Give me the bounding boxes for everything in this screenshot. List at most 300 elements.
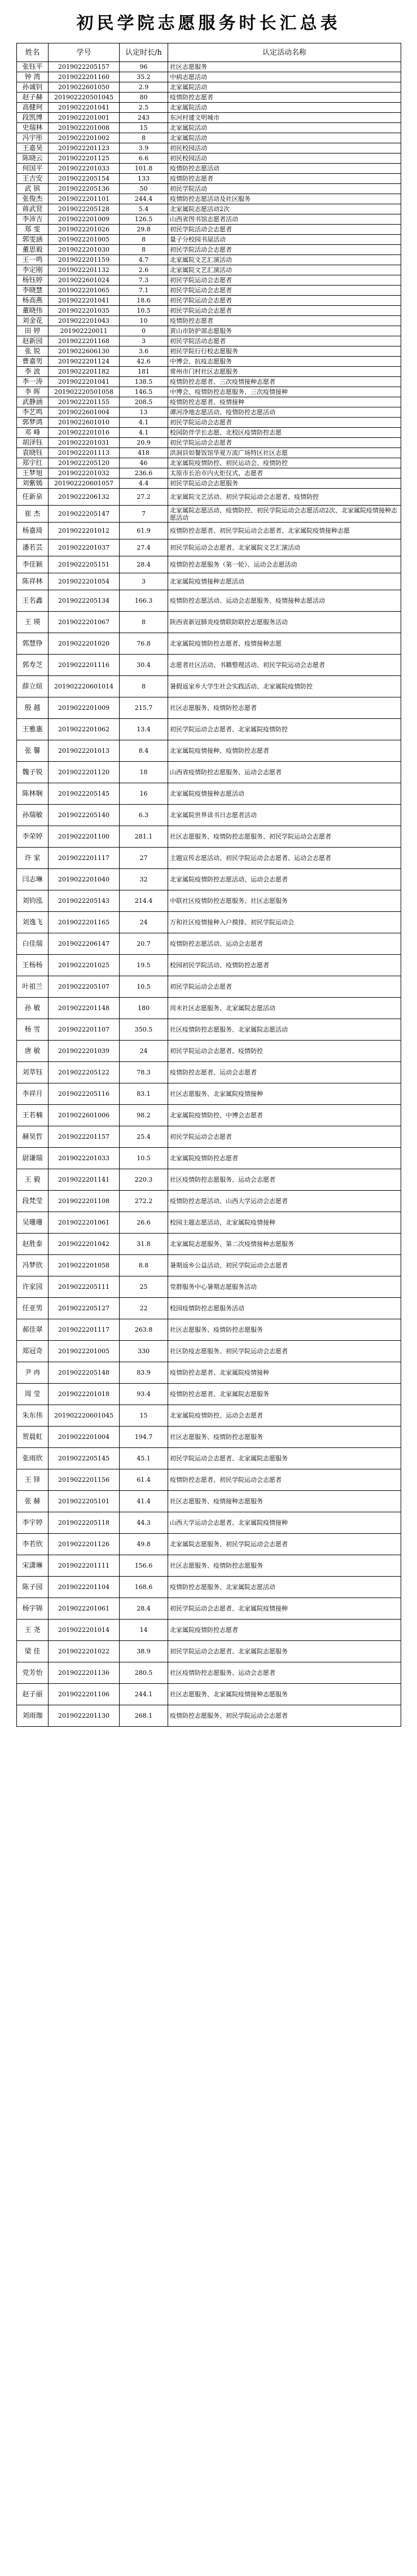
table-row (17, 1062, 401, 1083)
activity-cell: 主题宣传志愿活动、初民学院运动会志愿者、运动会志愿者 (168, 848, 401, 869)
hours-cell: 10.5 (120, 1148, 168, 1169)
activity-cell: 党群服务中心暑期志愿服务活动 (168, 1276, 401, 1298)
student-id-cell: 2019022205111 (49, 1276, 120, 1298)
name-cell: 史瑞林 (17, 123, 49, 133)
student-id-cell: 2019022201061 (49, 1212, 120, 1234)
student-id-cell: 2019022205145 (49, 1448, 120, 1469)
student-id-cell: 2019022206147 (49, 933, 120, 955)
student-id-cell: 2019022205140 (49, 805, 120, 826)
name-cell: 王 毅 (17, 1169, 49, 1191)
table-row (17, 438, 401, 448)
activity-cell: 北家属院疫情接种志愿活动 (168, 783, 401, 805)
name-cell: 尉谦瑞 (17, 1148, 49, 1169)
table-row (17, 407, 401, 418)
name-cell: 李一涛 (17, 377, 49, 387)
hours-cell: 330 (120, 1341, 168, 1362)
student-id-cell: 2019022201014 (49, 1620, 120, 1641)
name-cell: 杨嘉琦 (17, 523, 49, 539)
name-cell: 张雨欣 (17, 1448, 49, 1469)
hours-cell: 8 (120, 133, 168, 143)
table-row (17, 418, 401, 428)
student-id-cell: 2019022205151 (49, 556, 120, 573)
activity-cell: 北家属院志愿活动2次 (168, 204, 401, 214)
activity-cell: 社区志愿服务、疫情防控志愿服务 (168, 1555, 401, 1577)
activity-cell: 北家属院文艺汇演活动 (168, 265, 401, 275)
activity-cell: 周末社区志愿服务、北家属院志愿活动 (168, 998, 401, 1019)
activity-cell: 暑假返家乡大学生社会实践活动、北家属院疫情防控 (168, 676, 401, 697)
table-row (17, 539, 401, 556)
student-id-cell: 2019022201165 (49, 912, 120, 933)
table-body (17, 62, 401, 1727)
table-row (17, 336, 401, 346)
activity-cell: 校园初民学院活动、疫情防控志愿者 (168, 955, 401, 976)
table-row (17, 1620, 401, 1641)
student-id-cell: 2019022201141 (49, 1169, 120, 1191)
hours-cell: 6.6 (120, 153, 168, 164)
table-row (17, 275, 401, 286)
table-row (17, 1555, 401, 1577)
table-row (17, 1276, 401, 1298)
student-id-cell: 2019022201168 (49, 336, 120, 346)
activity-cell: 疫情防控志愿者、北家属院志愿服务 (168, 1384, 401, 1405)
hours-cell: 27.4 (120, 539, 168, 556)
name-cell: 郑宇红 (17, 458, 49, 468)
student-id-cell: 2019022606130 (49, 346, 120, 357)
hours-cell: 26.6 (120, 1212, 168, 1234)
activity-cell: 东河村建文明城市 (168, 113, 401, 123)
student-id-cell: 2019022201032 (49, 468, 120, 479)
hours-cell: 10.5 (120, 976, 168, 998)
student-id-cell: 2019022201108 (49, 1191, 120, 1212)
hours-cell: 32 (120, 869, 168, 890)
table-row (17, 489, 401, 506)
student-id-cell: 2019022201136 (49, 1662, 120, 1684)
name-cell: 郝佳翠 (17, 1319, 49, 1341)
activity-cell: 初民学院运动会志愿者 (168, 976, 401, 998)
hours-cell: 83.1 (120, 1083, 168, 1105)
activity-cell: 疫情防控志愿服务（第一轮）、运动会志愿活动 (168, 556, 401, 573)
name-cell: 胡泽钰 (17, 438, 49, 448)
activity-cell: 陕西省新冠肺炎疫情联防联控志愿服务活动 (168, 612, 401, 633)
activity-cell: 初民学院运动会志愿者 (168, 296, 401, 306)
hours-cell: 27 (120, 848, 168, 869)
activity-cell: 北家属院志愿服务、初民学院运动会志愿者 (168, 1534, 401, 1555)
table-row (17, 1512, 401, 1534)
student-id-cell: 2019022205134 (49, 590, 120, 612)
table-row (17, 1169, 401, 1191)
table-row (17, 655, 401, 676)
table-row (17, 235, 401, 245)
activity-cell: 疫情防控志愿活动 (168, 164, 401, 174)
student-id-cell: 2019022201130 (49, 1705, 120, 1727)
student-id-cell: 2019022201025 (49, 955, 120, 976)
hours-cell: 16 (120, 783, 168, 805)
table-row (17, 1083, 401, 1105)
table-row (17, 1598, 401, 1620)
hours-cell: 214.4 (120, 890, 168, 912)
student-id-cell: 2019022201117 (49, 848, 120, 869)
table-row (17, 397, 401, 407)
hours-cell: 3.6 (120, 346, 168, 357)
hours-cell: 8 (120, 612, 168, 633)
hours-cell: 2.9 (120, 82, 168, 93)
name-cell: 陈林娴 (17, 783, 49, 805)
hours-cell: 7 (120, 506, 168, 523)
hours-cell: 236.6 (120, 468, 168, 479)
hours-cell: 244.4 (120, 194, 168, 204)
name-cell: 周 莹 (17, 1384, 49, 1405)
name-cell: 王嘉昊 (17, 143, 49, 153)
header-activity: 认定活动名称 (168, 43, 401, 62)
hours-cell: 27.2 (120, 489, 168, 506)
hours-cell: 4.7 (120, 255, 168, 265)
student-id-cell: 2019022205122 (49, 1062, 120, 1083)
student-id-cell: 2019022201043 (49, 316, 120, 326)
activity-cell: 初民学院运动会志愿者 (168, 286, 401, 296)
activity-cell: 山西省疫情防控志愿服务、运动会志愿者 (168, 762, 401, 783)
student-id-cell: 2019022601006 (49, 1105, 120, 1126)
student-id-cell: 2019022201018 (49, 1384, 120, 1405)
name-cell: 董晓伟 (17, 306, 49, 316)
hours-cell: 42.6 (120, 357, 168, 367)
table-row (17, 428, 401, 438)
name-cell: 宋潇琳 (17, 1555, 49, 1577)
hours-cell: 8 (120, 245, 168, 255)
table-row (17, 204, 401, 214)
name-cell: 袁晓钰 (17, 448, 49, 458)
table-row (17, 143, 401, 153)
hours-cell: 35.2 (120, 72, 168, 82)
table-row (17, 357, 401, 367)
table-row (17, 214, 401, 225)
activity-cell: 太原市长治市内火炬仪式、志愿者 (168, 468, 401, 479)
activity-cell: 社区志愿服务、疫情接种志愿服务 (168, 1491, 401, 1512)
table-row (17, 62, 401, 72)
name-cell: 何国平 (17, 164, 49, 174)
hours-cell: 181 (120, 367, 168, 377)
table-row (17, 194, 401, 204)
table-row (17, 1319, 401, 1341)
header-id: 学号 (49, 43, 120, 62)
name-cell: 张 锐 (17, 346, 49, 357)
name-cell: 王若楠 (17, 1105, 49, 1126)
student-id-cell: 201902220011 (49, 326, 120, 336)
student-id-cell: 2019022201031 (49, 438, 120, 448)
header-name: 姓名 (17, 43, 49, 62)
name-cell: 高健珂 (17, 103, 49, 113)
activity-cell: 北家属院疫情防控、中博会志愿者 (168, 1105, 401, 1126)
table-row (17, 805, 401, 826)
name-cell: 田 婷 (17, 326, 49, 336)
activity-cell: 志愿者社区活动、书籍整理活动、初民学院运动会志愿者 (168, 655, 401, 676)
activity-cell: 初民学院运动会志愿者 (168, 275, 401, 286)
table-row (17, 326, 401, 336)
activity-cell: 初民学院活动志愿者 (168, 336, 401, 346)
activity-cell: 社区疫情防控志愿服务、北家属院志愿活动 (168, 1019, 401, 1041)
student-id-cell: 2019022201020 (49, 633, 120, 655)
activity-cell: 初民学院活动 (168, 184, 401, 194)
hours-cell: 15 (120, 1405, 168, 1427)
name-cell: 郑冠奇 (17, 1341, 49, 1362)
hours-cell: 2.6 (120, 265, 168, 275)
student-id-cell: 2019022201104 (49, 1577, 120, 1598)
hours-cell: 280.5 (120, 1662, 168, 1684)
name-cell: 潘若芸 (17, 539, 49, 556)
activity-cell: 山西大学运动会志愿者、北家属院疫情接种 (168, 1512, 401, 1534)
hours-cell: 166.3 (120, 590, 168, 612)
student-id-cell: 2019022201061 (49, 1598, 120, 1620)
name-cell: 李定刚 (17, 265, 49, 275)
table-row (17, 697, 401, 719)
hours-cell: 28.4 (120, 556, 168, 573)
student-id-cell: 2019022201030 (49, 245, 120, 255)
student-id-cell: 2019022201008 (49, 123, 120, 133)
name-cell: 赫昊哲 (17, 1126, 49, 1148)
student-id-cell: 2019022201012 (49, 523, 120, 539)
table-row (17, 1191, 401, 1212)
student-id-cell: 2019022205101 (49, 1491, 120, 1512)
hours-cell: 41.4 (120, 1491, 168, 1512)
table-row (17, 1405, 401, 1427)
activity-cell: 山西省图书馆志愿者活动 (168, 214, 401, 225)
student-id-cell: 2019022601050 (49, 82, 120, 93)
hours-cell: 156.6 (120, 1555, 168, 1577)
activity-cell: 社区疫情防控志愿服务、运动会志愿者 (168, 1662, 401, 1684)
activity-cell: 初民校园活动 (168, 153, 401, 164)
table-row (17, 826, 401, 848)
hours-cell: 28.4 (120, 1598, 168, 1620)
student-id-cell: 2019022205118 (49, 1512, 120, 1534)
name-cell: 郭梦鸿 (17, 418, 49, 428)
hours-cell: 350.5 (120, 1019, 168, 1041)
student-id-cell: 2019022201125 (49, 153, 120, 164)
name-cell: 李若欣 (17, 1534, 49, 1555)
name-cell: 刘钧泓 (17, 890, 49, 912)
student-id-cell: 2019022201156 (49, 1469, 120, 1491)
hours-cell: 208.5 (120, 397, 168, 407)
student-id-cell: 2019022201001 (49, 113, 120, 123)
table-row (17, 1255, 401, 1276)
table-row (17, 556, 401, 573)
activity-cell: 社区疫情防控志愿服务、运动会志愿者 (168, 1169, 401, 1191)
table-row (17, 387, 401, 397)
header-row (17, 43, 401, 62)
table-row (17, 174, 401, 184)
student-id-cell: 2019022201157 (49, 1126, 120, 1148)
hours-cell: 7.3 (120, 275, 168, 286)
hours-cell: 4.1 (120, 418, 168, 428)
table-row (17, 103, 401, 113)
activity-cell: 疫情防控志愿服务、初民学院运动会志愿者 (168, 1705, 401, 1727)
hours-cell: 44.3 (120, 1512, 168, 1534)
table-row (17, 113, 401, 123)
activity-cell: 校园疫情防控志愿服务活动 (168, 1298, 401, 1319)
activity-cell: 初民学院运动会志愿者、北家属院志愿服务 (168, 1448, 401, 1469)
hours-cell: 61.4 (120, 1469, 168, 1491)
activity-cell: 洪洞县如餐饭馆华夏万流广场特区社区志愿 (168, 448, 401, 458)
student-id-cell: 2019022205157 (49, 62, 120, 72)
student-id-cell: 2019022201148 (49, 998, 120, 1019)
activity-cell: 疫情防控志愿者 (168, 174, 401, 184)
table-row (17, 612, 401, 633)
table-row (17, 719, 401, 740)
hours-cell: 180 (120, 998, 168, 1019)
name-cell: 李宇婷 (17, 1512, 49, 1534)
hours-cell: 22 (120, 1298, 168, 1319)
name-cell: 陈子园 (17, 1577, 49, 1598)
name-cell: 王 尧 (17, 1620, 49, 1641)
table-row (17, 1126, 401, 1148)
name-cell: 赵胜泰 (17, 1234, 49, 1255)
table-row (17, 1469, 401, 1491)
activity-cell: 社区志愿服务 (168, 62, 401, 72)
student-id-cell: 201902220501058 (49, 387, 120, 397)
name-cell: 尹 冉 (17, 1362, 49, 1384)
hours-cell: 19.5 (120, 955, 168, 976)
student-id-cell: 2019022205107 (49, 976, 120, 998)
student-id-cell: 2019022601010 (49, 418, 120, 428)
name-cell: 郭雯涵 (17, 235, 49, 245)
student-id-cell: 2019022201033 (49, 164, 120, 174)
table-row (17, 1705, 401, 1727)
activity-cell: 暑期返乡公益活动、初民学院运动会志愿者 (168, 1255, 401, 1276)
student-id-cell: 2019022205136 (49, 184, 120, 194)
hours-cell: 20.9 (120, 438, 168, 448)
hours-cell: 30.4 (120, 655, 168, 676)
hours-cell: 220.3 (120, 1169, 168, 1191)
hours-cell: 38.9 (120, 1641, 168, 1662)
activity-cell: 北家属院疫情防控志愿者 (168, 1620, 401, 1641)
activity-cell: 中博会、抗疫志愿服务 (168, 357, 401, 367)
name-cell: 任亚男 (17, 1298, 49, 1319)
hours-cell: 243 (120, 113, 168, 123)
hours-cell: 13 (120, 407, 168, 418)
table-row (17, 458, 401, 468)
name-cell: 殷 越 (17, 697, 49, 719)
student-id-cell: 2019022201009 (49, 697, 120, 719)
activity-cell: 中博会、疫情防控志愿服务、三次疫情接种 (168, 387, 401, 397)
table-row (17, 164, 401, 174)
table-row (17, 955, 401, 976)
hours-cell: 93.4 (120, 1384, 168, 1405)
hours-cell: 10 (120, 316, 168, 326)
name-cell: 刘紫嫣 (17, 479, 49, 489)
student-id-cell: 2019022201107 (49, 1019, 120, 1041)
table-row (17, 82, 401, 93)
table-row (17, 1362, 401, 1384)
name-cell: 任新泉 (17, 489, 49, 506)
table-row (17, 1577, 401, 1598)
name-cell: 杨钰婷 (17, 275, 49, 286)
hours-cell: 8 (120, 676, 168, 697)
table-row (17, 783, 401, 805)
hours-cell: 7.1 (120, 286, 168, 296)
table-row (17, 1684, 401, 1705)
hours-cell: 18 (120, 762, 168, 783)
table-row (17, 933, 401, 955)
table-row (17, 184, 401, 194)
name-cell: 李晓慧 (17, 286, 49, 296)
student-id-cell: 2019022205148 (49, 1362, 120, 1384)
hours-cell: 46 (120, 458, 168, 468)
student-id-cell: 2019022201062 (49, 719, 120, 740)
activity-cell: 北家属院疫情防控志愿者 (168, 1148, 401, 1169)
name-cell: 唐 敏 (17, 1041, 49, 1062)
name-cell: 张钰平 (17, 62, 49, 72)
activity-cell: 疫情防控志愿者、运动会志愿者 (168, 1062, 401, 1083)
student-id-cell: 2019022205154 (49, 174, 120, 184)
hours-cell: 50 (120, 184, 168, 194)
table-row (17, 1534, 401, 1555)
name-cell: 刘金花 (17, 316, 49, 326)
activity-cell: 黄山市防护部志愿服务 (168, 326, 401, 336)
name-cell: 叶祖兰 (17, 976, 49, 998)
name-cell: 王吉安 (17, 174, 49, 184)
name-cell: 武 镔 (17, 184, 49, 194)
hours-cell: 24 (120, 912, 168, 933)
student-id-cell: 2019022205128 (49, 204, 120, 214)
student-id-cell: 2019022201058 (49, 1255, 120, 1276)
table-row (17, 848, 401, 869)
name-cell: 刘雨珈 (17, 1705, 49, 1727)
student-id-cell: 2019022201009 (49, 214, 120, 225)
name-cell: 刘逸飞 (17, 912, 49, 933)
hours-cell: 4.4 (120, 479, 168, 489)
table-row (17, 1041, 401, 1062)
name-cell: 党芳怡 (17, 1662, 49, 1684)
activity-cell: 疫情防控志愿者、北家属院疫情接种 (168, 1362, 401, 1384)
student-id-cell: 2019022201132 (49, 265, 120, 275)
table-row (17, 1384, 401, 1405)
name-cell: 段梵莹 (17, 1191, 49, 1212)
student-id-cell: 2019022205145 (49, 783, 120, 805)
table-row (17, 506, 401, 523)
student-id-cell: 2019022201041 (49, 103, 120, 113)
activity-cell: 北家属院世界读书日志愿者活动 (168, 805, 401, 826)
header-hours: 认定时长/h (120, 43, 168, 62)
student-id-cell: 2019022201022 (49, 1641, 120, 1662)
activity-cell: 谭河净地志愿活动、疫情防控志愿活动 (168, 407, 401, 418)
activity-cell: 社区志愿服务、北家属院疫情接种志愿服务 (168, 1684, 401, 1705)
student-id-cell: 2019022201155 (49, 397, 120, 407)
hours-cell: 13.4 (120, 719, 168, 740)
table-row (17, 869, 401, 890)
student-id-cell: 2019022201117 (49, 1319, 120, 1341)
hours-cell: 5.4 (120, 204, 168, 214)
activity-cell: 社区志愿服务、疫情防控志愿服务、初民学院运动会志愿者 (168, 826, 401, 848)
hours-cell: 101.8 (120, 164, 168, 174)
name-cell: 贺晨虹 (17, 1427, 49, 1448)
table-row (17, 245, 401, 255)
name-cell: 赵新园 (17, 336, 49, 346)
name-cell: 张 馨 (17, 740, 49, 762)
table-row (17, 448, 401, 458)
name-cell: 李荣婷 (17, 826, 49, 848)
name-cell: 朱东伟 (17, 1405, 49, 1427)
name-cell: 王梦旭 (17, 468, 49, 479)
table-row (17, 346, 401, 357)
hours-cell: 2.5 (120, 103, 168, 113)
table-row (17, 255, 401, 265)
table-row (17, 523, 401, 539)
activity-cell: 疫情防控志愿者、初民学院运动会志愿者 (168, 1469, 401, 1491)
activity-cell: 初民学院运动会志愿者 (168, 1126, 401, 1148)
table-row (17, 133, 401, 143)
name-cell: 陈祥林 (17, 573, 49, 590)
table-row (17, 676, 401, 697)
name-cell: 冯梦欣 (17, 1255, 49, 1276)
name-cell: 孙瑞敏 (17, 805, 49, 826)
